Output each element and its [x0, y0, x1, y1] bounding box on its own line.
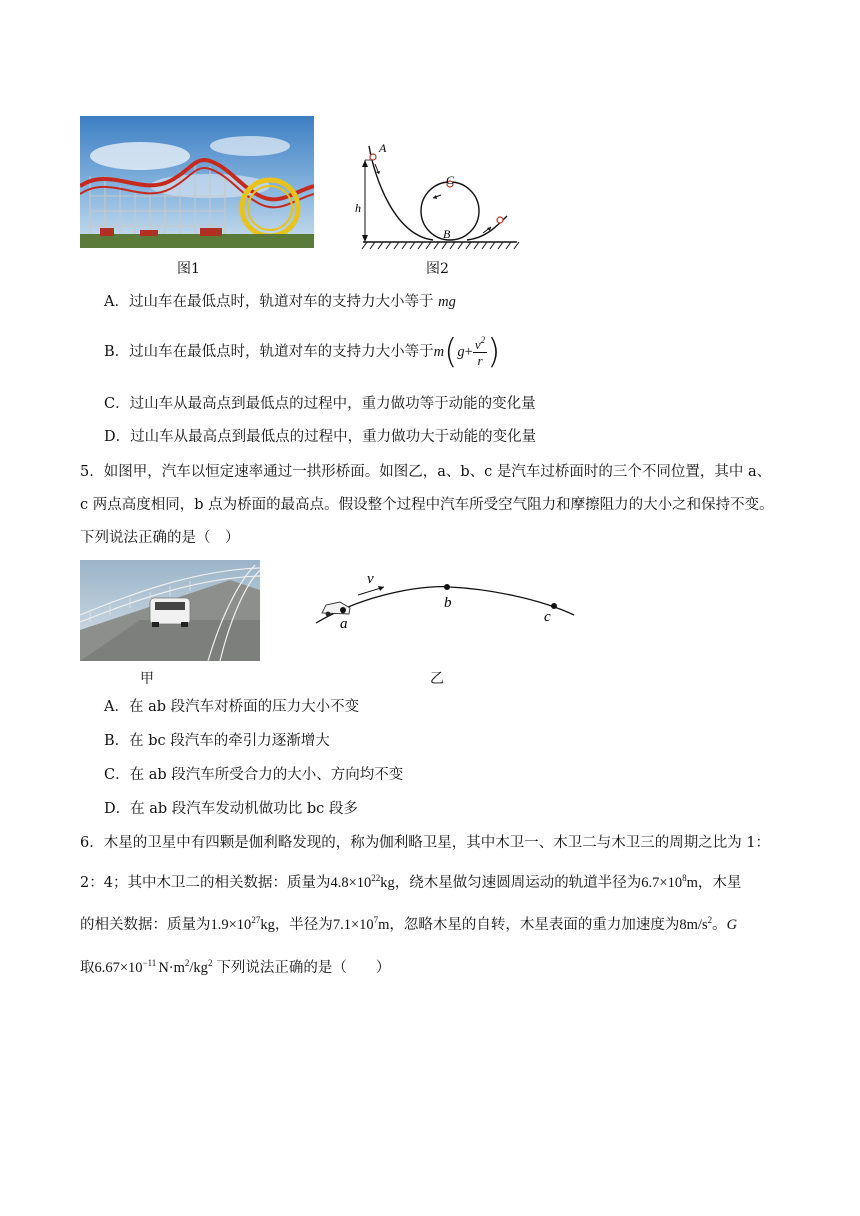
q5-option-c[interactable]: C．在 ab 段汽车所受合力的大小、方向均不变 — [104, 767, 404, 783]
q6-line3-text-c: ，忽略木星的自转，木星表面的重力加速度为 — [389, 917, 680, 933]
q6-jupiter-mass-base: 1.9×10 — [210, 917, 252, 933]
q6-line2-text-b: ，绕木星做匀速圆周运动的轨道半径为 — [394, 875, 642, 891]
q6-G-exp: −11 — [142, 958, 157, 968]
q5-stem-line-1: 5．如图甲，汽车以恒定速率通过一拱形桥面。如图乙，a、b、c 是汽车过桥面时的三个不同位置，其中 a、 — [80, 464, 772, 480]
q6-line4-text-a: 取 — [80, 960, 95, 976]
q6-jupiter-radius-exp: 7 — [373, 915, 379, 925]
q6-line3-text-d: 。 — [712, 917, 727, 933]
q6-G-unit2: /kg — [189, 960, 208, 976]
fraction-exponent: 2 — [480, 334, 486, 345]
label-b: b — [444, 595, 452, 611]
q6-moon-mass-base: 4.8×10 — [330, 875, 372, 891]
q6-jupiter-radius-base: 7.1×10 — [332, 917, 374, 933]
q6-G-unit-exp: 2 — [184, 958, 190, 968]
q6-line2-text-c: ，木星 — [697, 875, 742, 891]
label-a: a — [340, 616, 348, 632]
q6-jupiter-mass-unit: kg — [260, 917, 275, 933]
q6-G-symbol: G — [726, 917, 738, 933]
q6-line4-text-b: 下列说法正确的是（ ） — [216, 960, 391, 976]
bridge-car-photo — [80, 560, 260, 661]
roller-coaster-photo — [80, 116, 314, 248]
figure-2-caption: 图2 — [426, 261, 449, 277]
q4-option-a-math: mg — [438, 294, 456, 310]
q6-jupiter-mass — [211, 917, 275, 933]
q6-gravitational-constant — [95, 960, 213, 976]
q4-option-d[interactable]: D．过山车从最高点到最低点的过程中，重力做功大于动能的变化量 — [104, 429, 537, 445]
q6-stem-line-1: 6．木星的卫星中有四颗是伽利略发现的，称为伽利略卫星，其中木卫一、木卫二与木卫三的周期之比为 1： — [80, 835, 771, 851]
q6-G-unit2-exp: 2 — [207, 958, 213, 968]
loop-track-diagram — [355, 140, 525, 254]
figure-jia-caption: 甲 — [140, 671, 154, 687]
q6-jupiter-radius — [333, 917, 390, 933]
q6-line2-text-a: 2：4；其中木卫二的相关数据：质量为 — [80, 875, 331, 891]
q6-stem-line-4 — [80, 958, 390, 978]
q4-option-b-fraction — [473, 334, 487, 368]
q4-option-b[interactable]: B．过山车在最低点时，轨道对车的支持力大小等于m(g+ $\frac{v^2}{r}$ ) — [104, 332, 501, 372]
q6-orbit-radius-unit: m — [686, 875, 698, 891]
label-C: C — [446, 173, 455, 187]
q6-moon-mass — [330, 875, 394, 891]
label-c: c — [544, 609, 551, 625]
q6-G-base: 6.67×10 — [94, 960, 143, 976]
bridge-arc-diagram — [310, 565, 580, 635]
fraction-numerator: v — [474, 336, 481, 352]
fraction-denominator: r — [477, 352, 483, 368]
q6-orbit-radius-base: 6.7×10 — [641, 875, 683, 891]
q6-line3-text-b: ，半径为 — [274, 917, 333, 933]
q4-option-c[interactable]: C．过山车从最高点到最低点的过程中，重力做功等于动能的变化量 — [104, 396, 536, 412]
q6-stem-line-3 — [80, 915, 737, 935]
q6-surface-gravity-exp: 2 — [707, 915, 713, 925]
q5-option-a[interactable]: A．在 ab 段汽车对桥面的压力大小不变 — [104, 699, 360, 715]
label-v: v — [367, 571, 374, 587]
label-h: h — [355, 201, 361, 215]
q4-option-b-plus: + — [464, 344, 473, 360]
q6-surface-gravity-base: 8m/s — [679, 917, 708, 933]
q6-orbit-radius — [641, 875, 698, 891]
q6-surface-gravity — [679, 917, 712, 933]
figure-1-caption: 图1 — [177, 261, 200, 277]
q6-moon-mass-unit: kg — [380, 875, 395, 891]
q6-orbit-radius-exp: 8 — [682, 873, 687, 883]
q4-option-b-g: g — [457, 344, 465, 360]
q6-G-unit: N·m — [158, 960, 185, 976]
q4-option-b-m: m — [433, 344, 445, 360]
q4-option-a[interactable] — [104, 292, 456, 312]
q6-moon-mass-exp: 22 — [371, 873, 381, 883]
q5-option-b[interactable]: B．在 bc 段汽车的牵引力逐渐增大 — [104, 733, 330, 749]
q6-jupiter-mass-exp: 27 — [251, 915, 261, 925]
q6-stem-line-2 — [80, 873, 741, 893]
label-A: A — [379, 141, 387, 155]
figure-yi-caption: 乙 — [430, 671, 444, 687]
label-B: B — [443, 227, 451, 241]
q5-option-d[interactable]: D．在 ab 段汽车发动机做功比 bc 段多 — [104, 801, 358, 817]
q4-option-b-text: B．过山车在最低点时，轨道对车的支持力大小等于 — [104, 344, 434, 360]
q6-line3-text-a: 的相关数据：质量为 — [80, 917, 211, 933]
q6-jupiter-radius-unit: m — [378, 917, 390, 933]
q5-stem-line-2: c 两点高度相同，b 点为桥面的最高点。假设整个过程中汽车所受空气阻力和摩擦阻力的大小之和保持不变。 — [80, 497, 774, 513]
q4-option-a-text: A．过山车在最低点时，轨道对车的支持力大小等于 — [104, 294, 434, 310]
q5-stem-line-3: 下列说法正确的是（ ） — [80, 530, 240, 546]
